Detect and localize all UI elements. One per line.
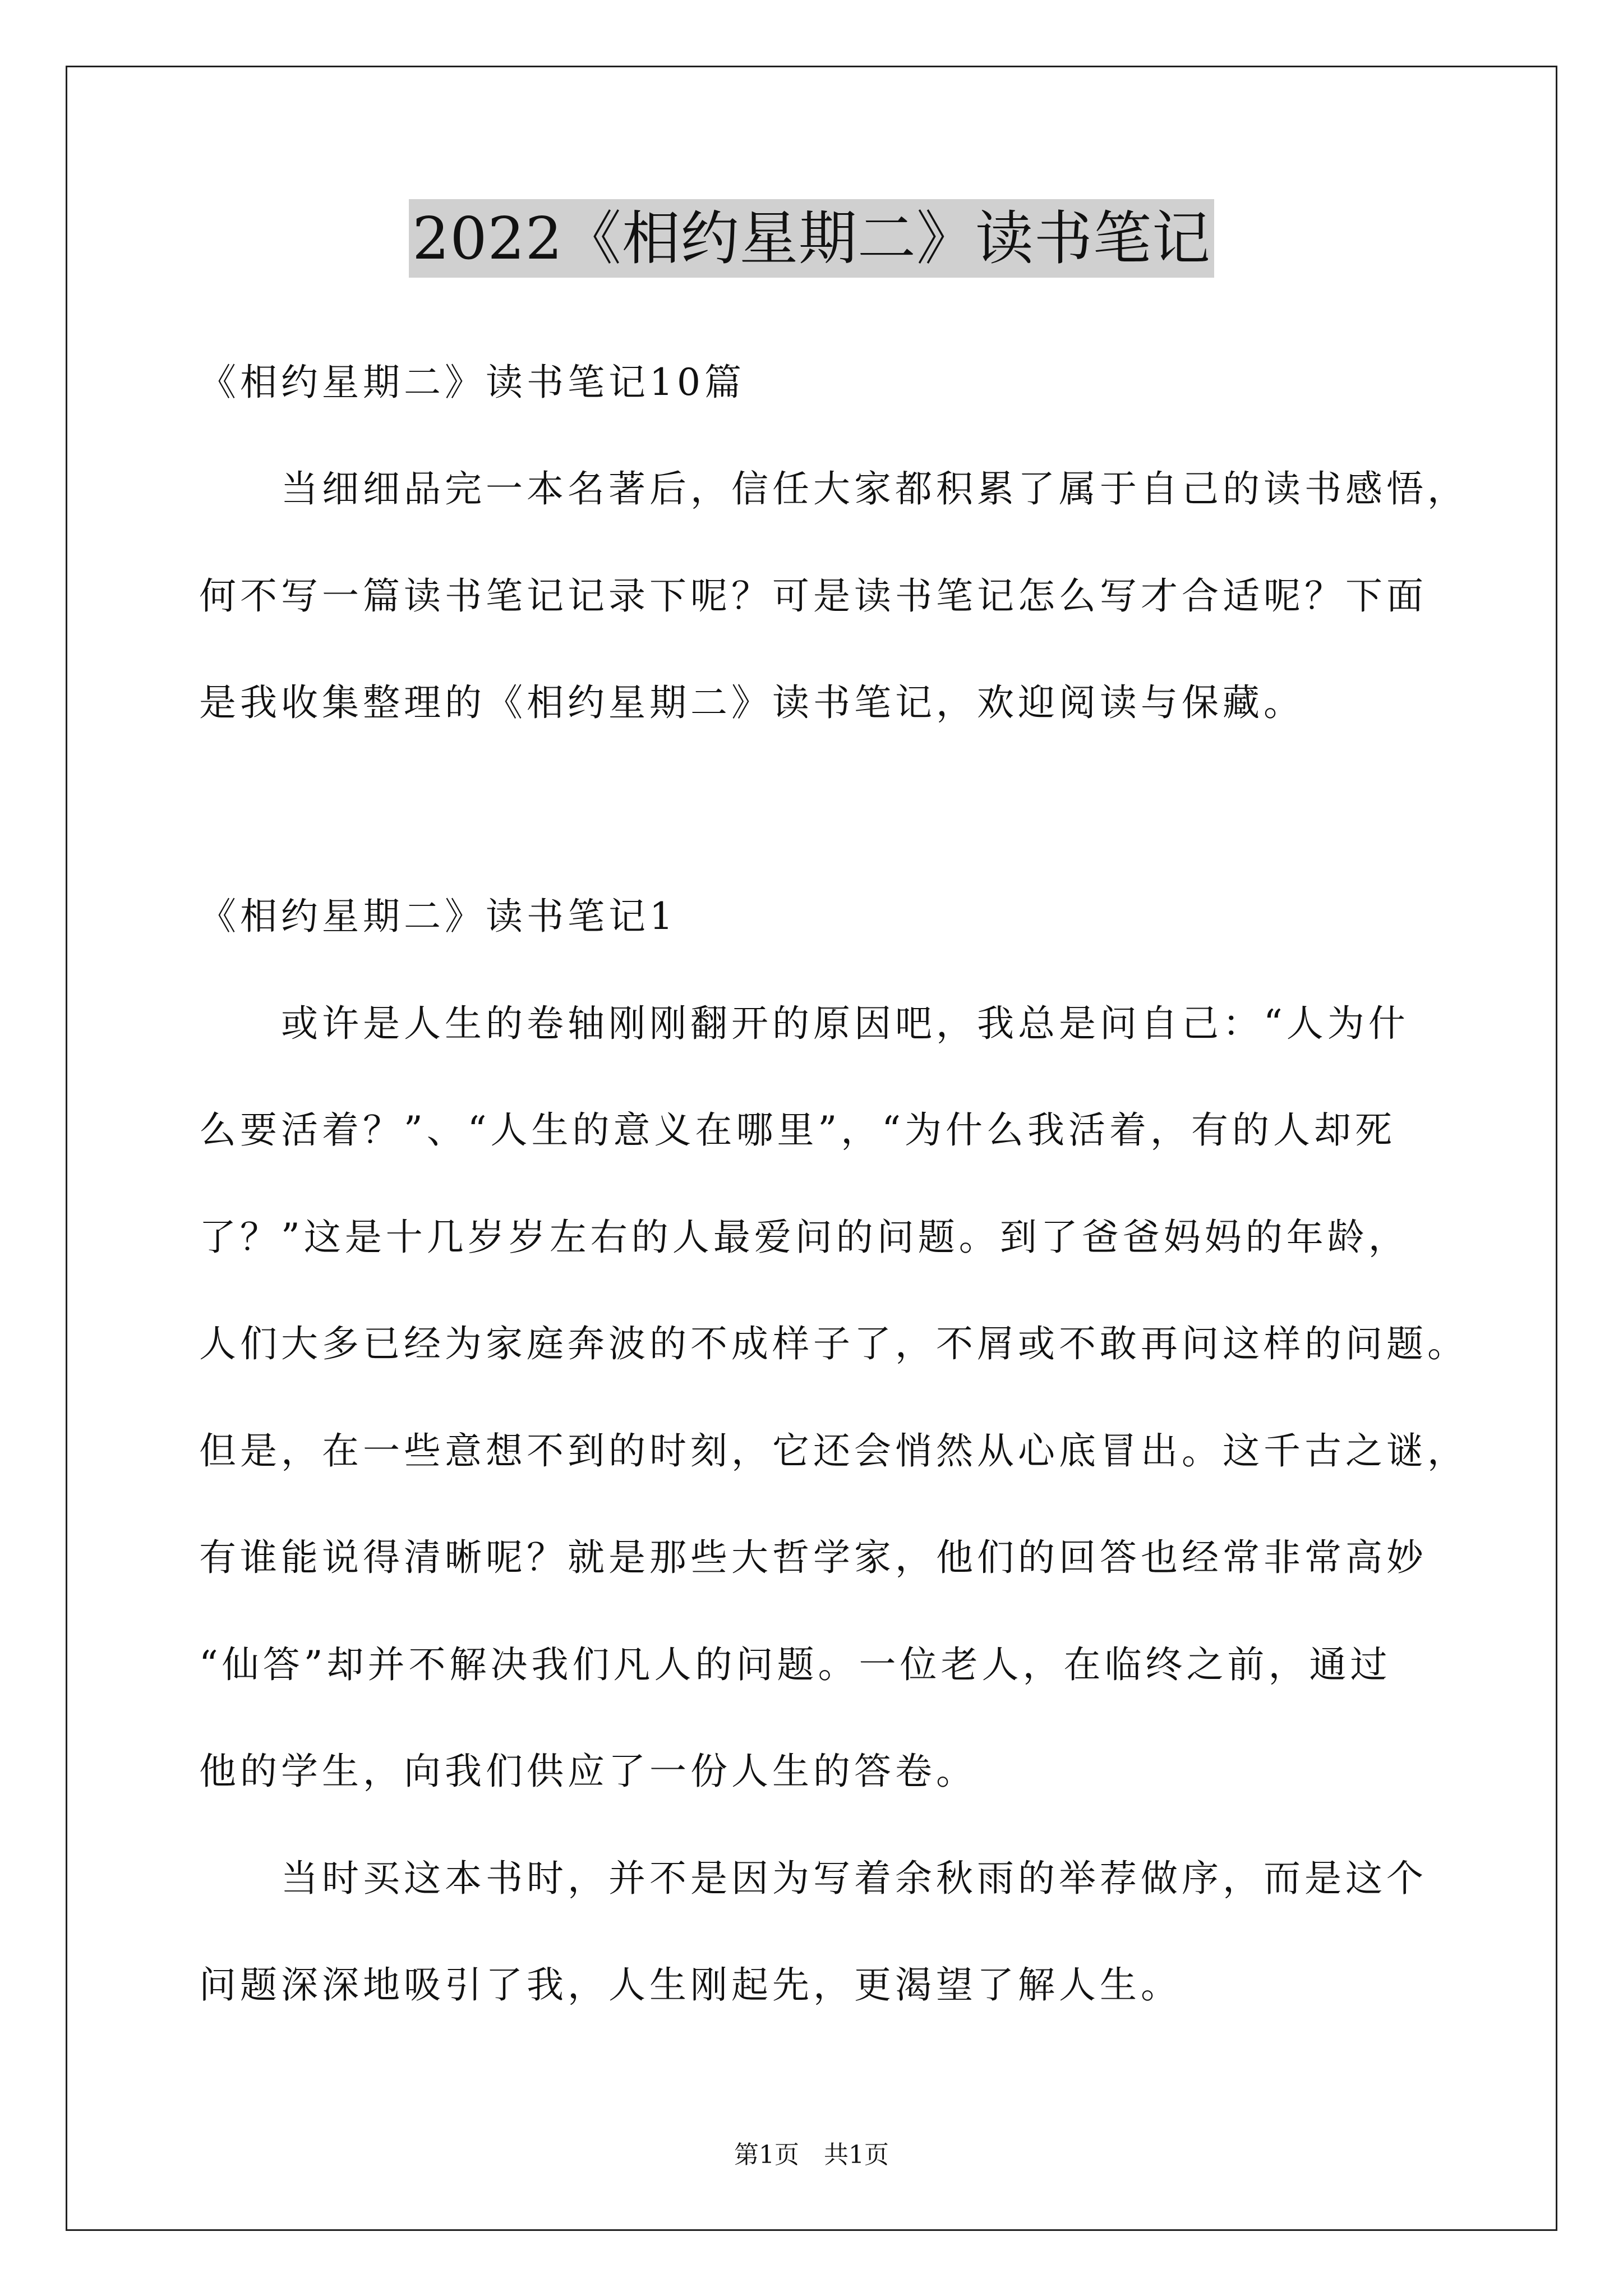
paragraph-line: 或许是人生的卷轴刚刚翻开的原因吧，我总是问自己：“人为什 bbox=[199, 1002, 1409, 1045]
paragraph-line: 人们大多已经为家庭奔波的不成样子了，不屑或不敢再问这样的问题。 bbox=[199, 1322, 1468, 1365]
paragraph-line: 么要活着？”、“人生的意义在哪里”，“为什么我活着，有的人却死 bbox=[199, 1108, 1396, 1152]
intro-line: 何不写一篇读书笔记记录下呢？可是读书笔记怎么写才合适呢？下面 bbox=[199, 574, 1427, 618]
paragraph-line: 问题深深地吸引了我，人生刚起先，更渴望了解人生。 bbox=[199, 1963, 1182, 2007]
document-title: 2022《相约星期二》读书笔记 bbox=[409, 199, 1214, 278]
paragraph-line: 他的学生，向我们供应了一份人生的答卷。 bbox=[199, 1750, 977, 1793]
section-heading: 《相约星期二》读书笔记1 bbox=[199, 895, 677, 938]
paragraph-line: 当时买这本书时，并不是因为写着余秋雨的举荐做序，而是这个 bbox=[199, 1857, 1427, 1900]
paragraph-line: 了？”这是十几岁岁左右的人最爱问的问题。到了爸爸妈妈的年龄， bbox=[199, 1216, 1409, 1259]
subtitle: 《相约星期二》读书笔记10篇 bbox=[199, 361, 745, 404]
paragraph-line: 有谁能说得清晰呢？就是那些大哲学家，他们的回答也经常非常高妙 bbox=[199, 1536, 1427, 1579]
title-container bbox=[0, 199, 1623, 278]
intro-line: 当细细品完一本名著后，信任大家都积累了属于自己的读书感悟， bbox=[199, 467, 1468, 510]
intro-line: 是我收集整理的《相约星期二》读书笔记，欢迎阅读与保藏。 bbox=[199, 681, 1304, 724]
paragraph-line: 但是，在一些意想不到的时刻，它还会悄然从心底冒出。这千古之谜， bbox=[199, 1429, 1468, 1473]
paragraph-line: “仙答”却并不解决我们凡人的问题。一位老人，在临终之前，通过 bbox=[199, 1643, 1391, 1686]
page-footer: 第1页 共1页 bbox=[734, 2141, 889, 2169]
